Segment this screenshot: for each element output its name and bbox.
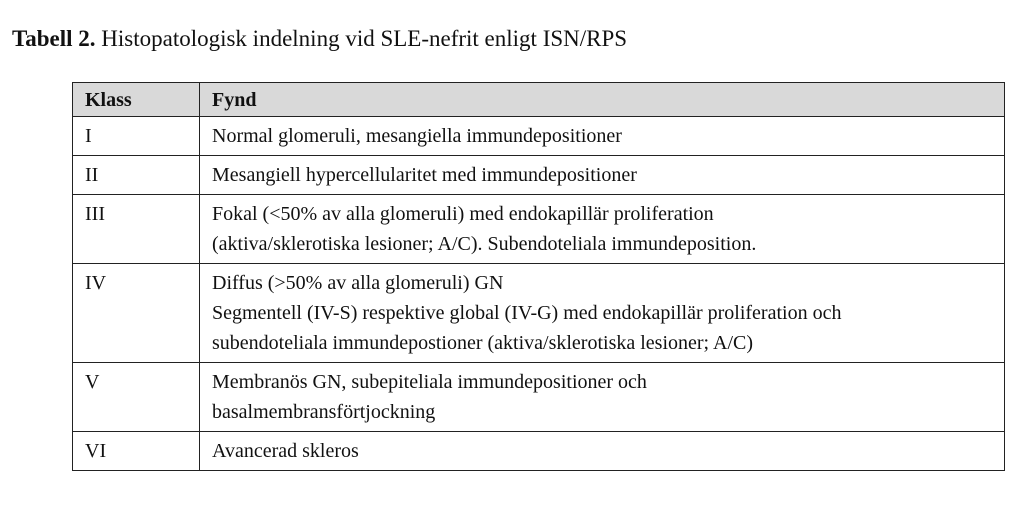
cell-fynd xyxy=(200,264,1005,363)
classification-table xyxy=(72,82,1005,471)
cell-klass: V xyxy=(73,363,200,432)
fynd-line: (aktiva/sklerotiska lesioner; A/C). Subendoteliala immundeposition. xyxy=(212,233,757,255)
fynd-line: basalmembransförtjockning xyxy=(212,401,436,423)
table-row xyxy=(73,195,1005,264)
cell-fynd xyxy=(200,156,1005,195)
cell-fynd xyxy=(200,117,1005,156)
cell-klass: II xyxy=(73,156,200,195)
caption-text: Histopatologisk indelning vid SLE-nefrit enligt ISN/RPS xyxy=(95,26,628,51)
table-caption xyxy=(12,24,627,54)
cell-klass: III xyxy=(73,195,200,264)
caption-label: Tabell 2. xyxy=(12,26,96,51)
fynd-line: Normal glomeruli, mesangiella immundepositioner xyxy=(212,125,622,147)
table-row xyxy=(73,264,1005,363)
cell-klass: VI xyxy=(73,432,200,471)
fynd-line: Mesangiell hypercellularitet med immundepositioner xyxy=(212,164,637,186)
table-row xyxy=(73,156,1005,195)
cell-fynd xyxy=(200,363,1005,432)
fynd-line: subendoteliala immundepostioner (aktiva/sklerotiska lesioner; A/C) xyxy=(212,332,753,354)
fynd-line: Fokal (<50% av alla glomeruli) med endokapillär proliferation xyxy=(212,203,714,225)
cell-klass: IV xyxy=(73,264,200,363)
cell-fynd xyxy=(200,195,1005,264)
header-klass: Klass xyxy=(73,83,200,117)
fynd-line: Segmentell (IV-S) respektive global (IV-G) med endokapillär proliferation och xyxy=(212,302,842,324)
cell-fynd xyxy=(200,432,1005,471)
fynd-line: Diffus (>50% av alla glomeruli) GN xyxy=(212,272,504,294)
table-row xyxy=(73,117,1005,156)
cell-klass: I xyxy=(73,117,200,156)
fynd-line: Avancerad skleros xyxy=(212,440,359,462)
fynd-line: Membranös GN, subepiteliala immundepositioner och xyxy=(212,371,647,393)
table-row xyxy=(73,432,1005,471)
table-row xyxy=(73,363,1005,432)
table-header-row xyxy=(73,83,1005,117)
header-fynd: Fynd xyxy=(200,83,1005,117)
